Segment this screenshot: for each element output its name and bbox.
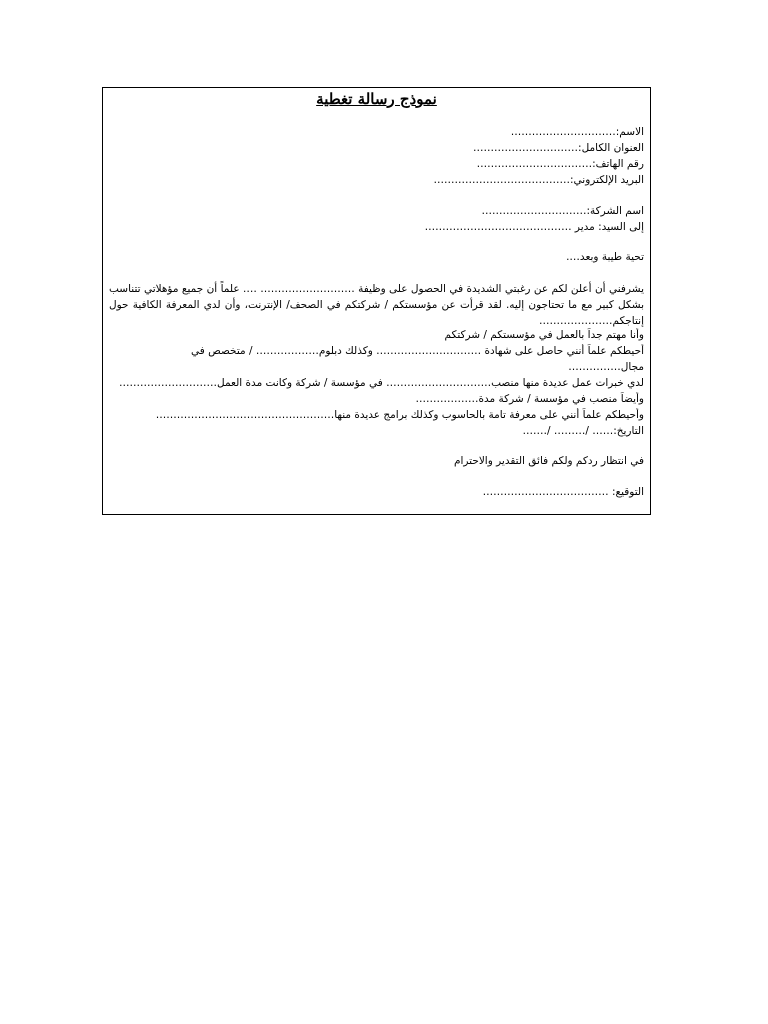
body-line: لدي خبرات عمل عديدة منها منصب………………………… في مؤسسة / شركة وكانت مدة العمل………………………. [119, 377, 644, 389]
recipient-line: إلى السيد: مدير …………………………………… [424, 221, 644, 233]
date-line: التاريخ:…… /……… /……. [522, 425, 644, 437]
body-line: وأنا مهتم جداً بالعمل في مؤسستكم / شركتكم [444, 329, 644, 341]
greeting-line: تحية طيبة وبعد…. [566, 251, 644, 263]
company-line: اسم الشركة:………………………… [481, 205, 644, 217]
signature-line: التوقيع: ……………………………… [482, 486, 644, 498]
body-line: وأحيطكم علماً أنني على معرفة تامة بالحاسوب وكذلك برامج عديدة منها…………………………………………… [155, 409, 644, 421]
body-line: مجال…………… [568, 361, 644, 373]
email-line: البريد الإلكتروني:………………………………… [433, 174, 644, 186]
address-line: العنوان الكامل:………………………… [473, 142, 644, 154]
document-frame [102, 87, 651, 515]
body-paragraph: يشرفني أن أعلن لكم عن رغبتي الشديدة في الحصول على وظيفة ……………………… …. علماً أن جميع مؤهلاتي تتناسب بشكل كبير مع ما تحتاجون إليه. لقد قرأت عن مؤسستكم / شركتكم في الصحف/ الإنترنت، وأن لدي المعرفة الكافية حول إنتاجكم………………… [109, 283, 644, 327]
document-title: نموذج رسالة تغطية [316, 90, 437, 108]
closing-line: في انتظار ردكم ولكم فائق التقدير والاحترام [453, 455, 644, 467]
body-line: أحيطكم علماً أنني حاصل على شهادة ………………………… وكذلك دبلوم……………… / متخصص في [190, 345, 644, 357]
phone-line: رقم الهاتف:…………………………… [476, 158, 644, 170]
name-line: الاسم:………………………… [510, 126, 644, 138]
body-line: وأيضاً منصب في مؤسسة / شركة مدة……………… [415, 393, 644, 405]
